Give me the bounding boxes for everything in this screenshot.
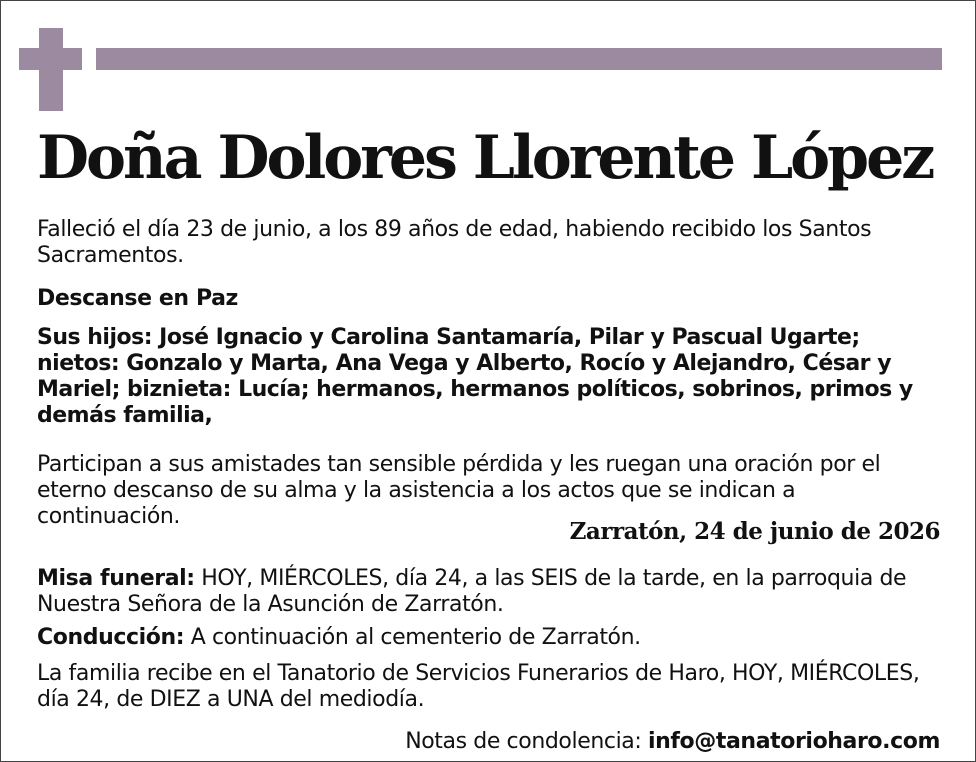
wake-info: La familia recibe en el Tanatorio de Servicios Funerarios de Haro, HOY, MIÉRCOLES, día 24, de DIEZ a UNA del mediodía. <box>37 661 920 712</box>
procession-text: A continuación al cementerio de Zarratón. <box>184 625 641 650</box>
mass-info <box>37 566 942 618</box>
procession-info <box>37 625 942 651</box>
rest-in-peace: Descanse en Paz <box>37 286 238 311</box>
mass-text: HOY, MIÉRCOLES, día 24, a las SEIS de la tarde, en la parroquia de Nuestra Señora de la Asunción de Zarratón. <box>37 566 907 617</box>
family-list: Sus hijos: José Ignacio y Carolina Santamaría, Pilar y Pascual Ugarte; nietos: Gonzalo y Marta, Ana Vega y Alberto, Rocío y Alejandro, César y Mariel; biznieta: Lucía; hermanos, hermanos políticos, sobrinos, primos y demás familia, <box>37 325 913 428</box>
condolence-label: Notas de condolencia: <box>405 729 648 754</box>
latin-cross-icon-arm <box>19 48 82 70</box>
death-notice: Falleció el día 23 de junio, a los 89 años de edad, habiendo recibido los Santos Sacramentos. <box>37 217 872 268</box>
mass-label: Misa funeral: <box>37 566 195 591</box>
deceased-name: Doña Dolores Llorente López <box>37 123 933 193</box>
dateline: Zarratón, 24 de junio de 2026 <box>569 518 940 545</box>
announcement: Participan a sus amistades tan sensible pérdida y les ruegan una oración por el eterno descanso de su alma y la asistencia a los actos que se indican a continuación. <box>37 452 881 529</box>
header-divider-bar <box>96 48 942 70</box>
condolence-notes <box>405 728 940 756</box>
procession-label: Conducción: <box>37 625 185 650</box>
condolence-email-link[interactable]: info@tanatorioharo.com <box>647 729 940 754</box>
